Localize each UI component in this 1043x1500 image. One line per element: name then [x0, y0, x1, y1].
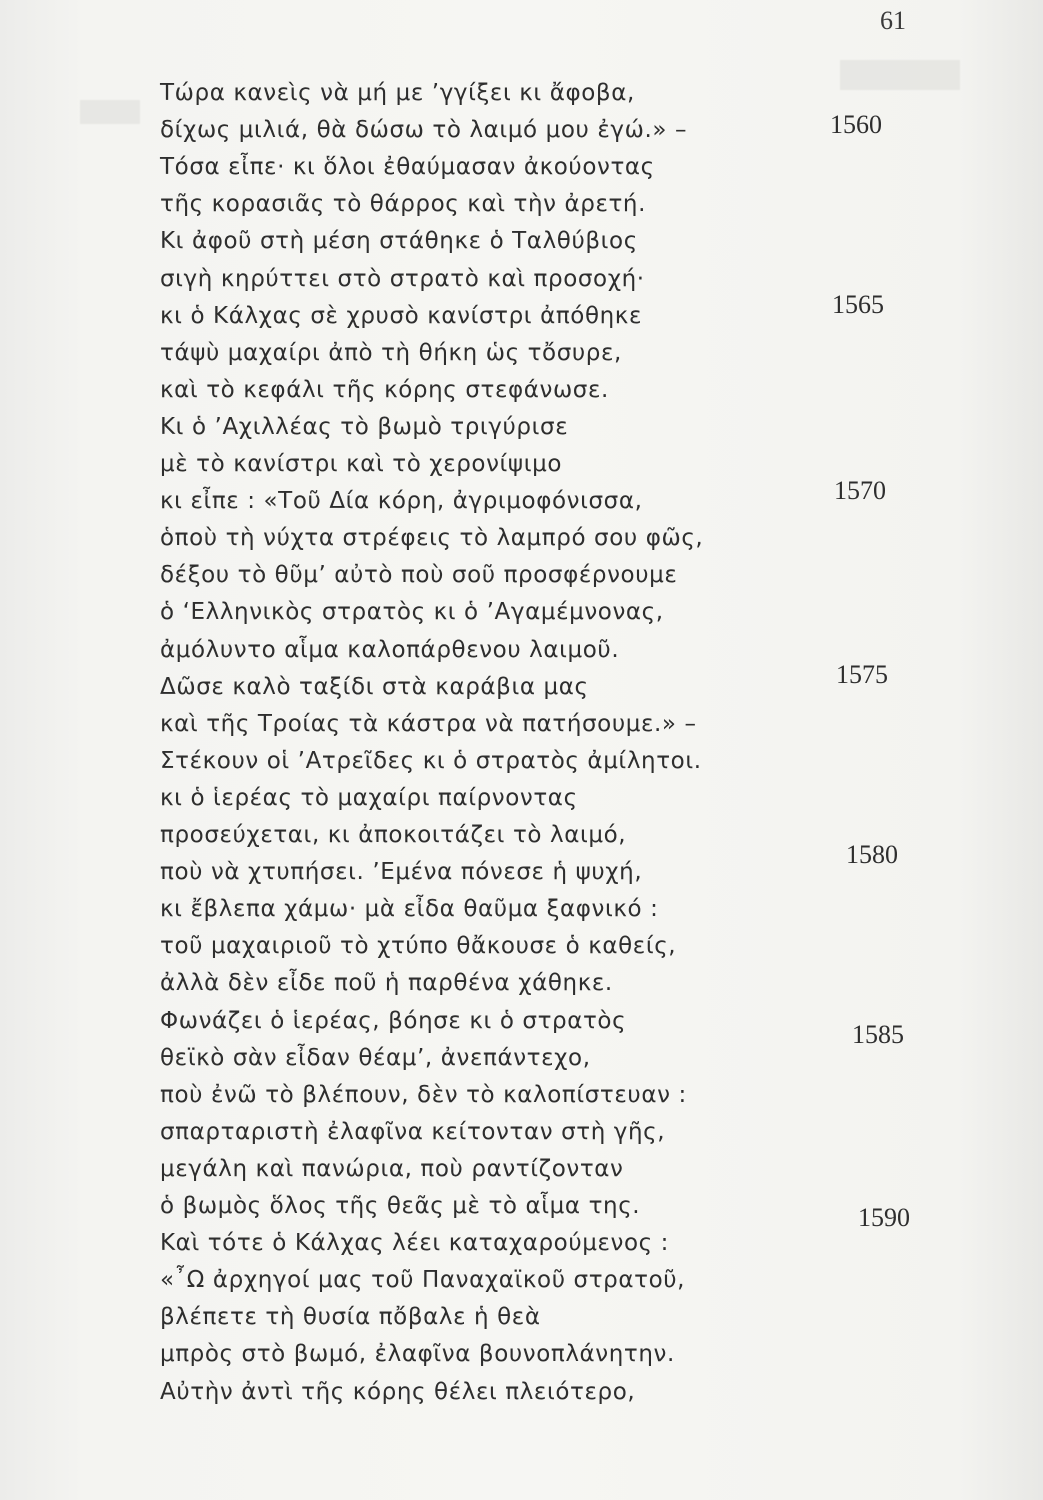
verse-line: Καὶ τότε ὁ Κάλχας λέει καταχαρούμενος :	[160, 1230, 670, 1256]
line-number: 1585	[852, 1020, 904, 1049]
verse-line: ὁποὺ τὴ νύχτα στρέφεις τὸ λαμπρό σου φῶς,	[160, 525, 704, 551]
verse-line: Τώρα κανεὶς νὰ μή με ’γγίξει κι ἄφοβα,	[160, 80, 635, 106]
verse-line: σπαρταριστὴ ἐλαφῖνα κείτονταν στὴ γῆς,	[160, 1119, 666, 1145]
verse-line: κι εἶπε : «Τοῦ Δία κόρη, ἀγριμοφόνισσα,	[160, 488, 643, 514]
verse-line: Αὐτὴν ἀντὶ τῆς κόρης θέλει πλειότερο,	[160, 1379, 636, 1405]
verse-line: ὁ βωμὸς ὅλος τῆς θεᾶς μὲ τὸ αἷμα της.	[160, 1193, 641, 1219]
bleed-through-mark	[840, 60, 960, 90]
verse-line: ὁ ‘Ελληνικὸς στρατὸς κι ὁ ’Αγαμέμνονας,	[160, 599, 664, 625]
verse-line: βλέπετε τὴ θυσία πὄβαλε ἡ θεὰ	[160, 1304, 541, 1330]
verse-line: τάψὺ μαχαίρι ἀπὸ τὴ θήκη ὡς τὄσυρε,	[160, 340, 622, 366]
verse-line: Τόσα εἶπε· κι ὅλοι ἐθαύμασαν ἀκούοντας	[160, 154, 655, 180]
verse-line: μεγάλη καὶ πανώρια, ποὺ ραντίζονταν	[160, 1156, 624, 1182]
verse-line: ποὺ νὰ χτυπήσει. ’Εμένα πόνεσε ἡ ψυχή,	[160, 859, 643, 885]
verse-line: «῏Ω ἀρχηγοί μας τοῦ Παναχαϊκοῦ στρατοῦ,	[160, 1267, 686, 1293]
verse-line: καὶ τῆς Τροίας τὰ κάστρα νὰ πατήσουμε.» –	[160, 711, 697, 737]
line-number: 1560	[830, 110, 882, 139]
line-number: 1580	[846, 840, 898, 869]
verse-line: Φωνάζει ὁ ἱερέας, βόησε κι ὁ στρατὸς	[160, 1008, 627, 1034]
page-number: 61	[880, 6, 906, 35]
verse-line: Στέκουν οἱ ’Ατρεῖδες κι ὁ στρατὸς ἀμίλητοι.	[160, 748, 702, 774]
verse-line: μὲ τὸ κανίστρι καὶ τὸ χερονίψιμο	[160, 451, 562, 477]
verse-line: μπρὸς στὸ βωμό, ἐλαφῖνα βουνοπλάνητην.	[160, 1341, 675, 1367]
verse-line: σιγὴ κηρύττει στὸ στρατὸ καὶ προσοχή·	[160, 266, 645, 292]
verse-line: ἀλλὰ δὲν εἶδε ποῦ ἡ παρθένα χάθηκε.	[160, 970, 613, 996]
verse-line: ποὺ ἐνῶ τὸ βλέπουν, δὲν τὸ καλοπίστευαν :	[160, 1082, 687, 1108]
line-number: 1565	[832, 290, 884, 319]
line-number: 1570	[834, 476, 886, 505]
verse-line: κι ἔβλεπα χάμω· μὰ εἶδα θαῦμα ξαφνικό :	[160, 896, 659, 922]
line-number: 1575	[836, 660, 888, 689]
verse-line: κι ὁ Κάλχας σὲ χρυσὸ κανίστρι ἀπόθηκε	[160, 303, 642, 329]
bleed-through-mark	[80, 100, 140, 124]
verse-line: κι ὁ ἱερέας τὸ μαχαίρι παίρνοντας	[160, 785, 578, 811]
verse-line: Κι ἀφοῦ στὴ μέση στάθηκε ὁ Ταλθύβιος	[160, 228, 638, 254]
verse-line: Δῶσε καλὸ ταξίδι στὰ καράβια μας	[160, 674, 589, 700]
verse-line: δέξου τὸ θῦμ’ αὐτὸ ποὺ σοῦ προσφέρνουμε	[160, 562, 678, 588]
verse-line: Κι ὁ ’Αχιλλέας τὸ βωμὸ τριγύρισε	[160, 414, 569, 440]
verse-line: θεϊκὸ σὰν εἶδαν θέαμ’, ἀνεπάντεχο,	[160, 1045, 591, 1071]
verse-line: δίχως μιλιά, θὰ δώσω τὸ λαιμό μου ἐγώ.» –	[160, 117, 688, 143]
verse-line: καὶ τὸ κεφάλι τῆς κόρης στεφάνωσε.	[160, 377, 609, 403]
line-number: 1590	[858, 1203, 910, 1232]
verse-line: προσεύχεται, κι ἀποκοιτάζει τὸ λαιμό,	[160, 822, 627, 848]
verse-line: τῆς κορασιᾶς τὸ θάρρος καὶ τὴν ἀρετή.	[160, 191, 647, 217]
verse-line: τοῦ μαχαιριοῦ τὸ χτύπο θἄκουσε ὁ καθείς,	[160, 933, 677, 959]
verse-line: ἀμόλυντο αἷμα καλοπάρθενου λαιμοῦ.	[160, 637, 620, 663]
